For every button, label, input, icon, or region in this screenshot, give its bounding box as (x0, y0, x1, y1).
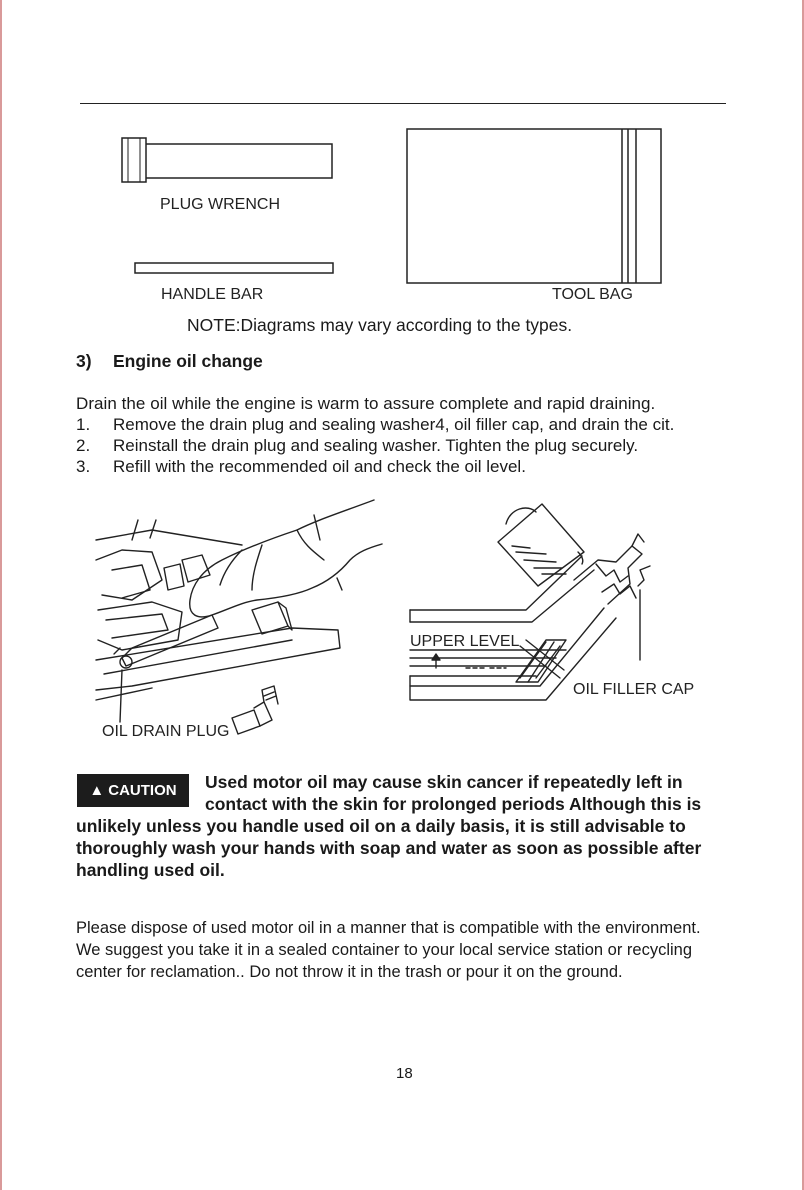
handle-bar-illustration (133, 262, 335, 276)
disposal-line-2: We suggest you take it in a sealed container to your local service station or recycling (76, 941, 693, 959)
diagram-note: NOTE:Diagrams may vary according to the types. (187, 315, 573, 335)
oil-refill-illustration (406, 490, 706, 710)
oil-drain-plug-label: OIL DRAIN PLUG (102, 723, 230, 740)
section-number: 3) (76, 351, 92, 371)
caution-line-2: contact with the skin for prolonged periods Although this is (205, 794, 702, 814)
drain-plug-illustration (92, 490, 392, 750)
disposal-line-1: Please dispose of used motor oil in a manner that is compatible with the environment. (76, 919, 701, 937)
caution-line-1: Used motor oil may cause skin cancer if repeatedly left in (205, 772, 683, 792)
handle-bar-label: HANDLE BAR (161, 286, 264, 303)
steps-list (76, 415, 674, 478)
upper-level-label: UPPER LEVEL (410, 633, 520, 650)
intro-text: Drain the oil while the engine is warm to assure complete and rapid draining. (76, 394, 656, 413)
list-item: 3. Refill with the recommended oil and check the oil level. (76, 457, 526, 476)
tool-bag-illustration (406, 128, 666, 286)
plug-wrench-label: PLUG WRENCH (160, 196, 281, 213)
caution-line-3: unlikely unless you handle used oil on a daily basis, it is still advisable to (76, 816, 686, 836)
plug-wrench-illustration (120, 136, 340, 186)
caution-line-4: thoroughly wash your hands with soap and water as soon as possible after (76, 838, 702, 858)
page-edge-left (0, 0, 2, 1190)
oil-filler-cap-label: OIL FILLER CAP (573, 681, 695, 698)
warning-triangle-icon: ▲ (89, 782, 105, 799)
section-title: Engine oil change (113, 351, 263, 371)
caution-line-5: handling used oil. (76, 860, 225, 880)
list-item: 2. Reinstall the drain plug and sealing washer. Tighten the plug securely. (76, 436, 639, 455)
tool-bag-label: TOOL BAG (552, 286, 633, 303)
disposal-line-3: center for reclamation.. Do not throw it in the trash or pour it on the ground. (76, 963, 623, 981)
header-rule (80, 103, 726, 104)
caution-badge: ▲ CAUTION (77, 774, 189, 807)
page-number: 18 (396, 1065, 413, 1082)
list-item: 1. Remove the drain plug and sealing washer4, oil filler cap, and drain the cit. (76, 415, 675, 434)
